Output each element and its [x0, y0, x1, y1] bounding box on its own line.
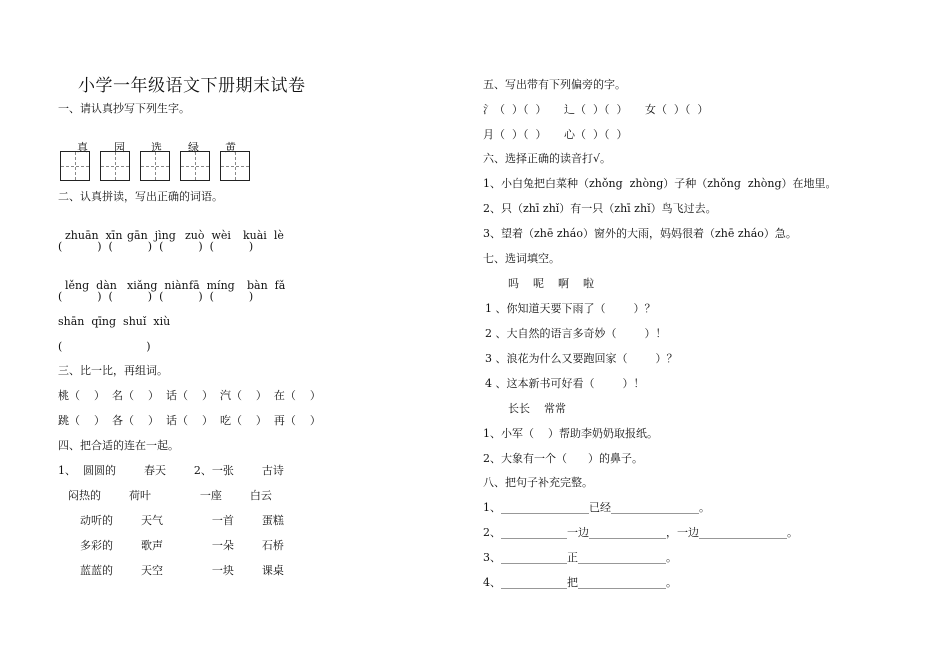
compare-row-1[interactable]: 桃（ ） 名（ ） 话（ ） 汽（ ） 在（ ） — [58, 389, 321, 402]
pinyin-1: zhuān xīn — [65, 229, 123, 242]
fill-q6[interactable]: 2、大象有一个（ ）的鼻子。 — [483, 452, 643, 465]
word-choices-1: 吗 呢 啊 啦 — [508, 277, 594, 290]
pronunciation-q2[interactable]: 2、只（zhī zhǐ）有一只（zhī zhǐ）鸟飞过去。 — [483, 202, 717, 215]
match-row-1: 1、 圆圆的 春天 2、一张 古诗 — [58, 464, 284, 477]
writing-grid-2[interactable] — [100, 151, 130, 181]
fill-q3[interactable]: 3 、浪花为什么又要跑回家（ ）？ — [485, 352, 678, 365]
sentence-q2[interactable]: 2、____________一边______________，一边________________。 — [483, 526, 798, 539]
sentence-q3[interactable]: 3、____________正________________。 — [483, 551, 677, 564]
fill-q2[interactable]: 2 、大自然的语言多奇妙（ ）！ — [485, 327, 667, 340]
section-2-heading: 二、认真拼读，写出正确的词语。 — [58, 190, 223, 203]
answer-blanks-row-3[interactable]: ( ) — [58, 340, 151, 353]
radical-row-2[interactable]: 月（ ）（ ） 心（ ）（ ） — [483, 128, 628, 141]
pinyin-5: lěng dàn — [65, 279, 117, 292]
fill-q5[interactable]: 1、小军（ ）帮助李奶奶取报纸。 — [483, 427, 658, 440]
pinyin-4: kuài lè — [243, 229, 284, 242]
section-8-heading: 八、把句子补充完整。 — [483, 476, 593, 489]
radical-row-1[interactable]: 氵（ ）（ ） 辶（ ）（ ） 女（ ）（ ） — [483, 103, 709, 116]
pinyin-3: zuò wèi — [185, 229, 231, 242]
writing-grid-4[interactable] — [180, 151, 210, 181]
char-2: 园 — [114, 141, 125, 154]
pinyin-row-2 — [58, 265, 285, 293]
writing-grid-5[interactable] — [220, 151, 250, 181]
answer-blanks-row-2[interactable]: ( ) ( ) ( ) ( ) — [58, 290, 254, 303]
section-3-heading: 三、比一比，再组词。 — [58, 364, 168, 377]
match-row-5: 蓝蓝的 天空 一块 课桌 — [80, 564, 284, 577]
writing-grid-1[interactable] — [60, 151, 90, 181]
match-row-2: 闷热的 荷叶 一座 白云 — [68, 489, 272, 502]
sentence-q1[interactable]: 1、________________已经________________。 — [483, 501, 710, 514]
match-row-3: 动听的 天气 一首 蛋糕 — [80, 514, 284, 527]
compare-row-2[interactable]: 跳（ ） 各（ ） 话（ ） 吃（ ） 再（ ） — [58, 414, 321, 427]
sentence-q4[interactable]: 4、____________把________________。 — [483, 576, 677, 589]
pinyin-2: gān jìng — [127, 229, 176, 242]
match-row-4: 多彩的 歌声 一朵 石桥 — [80, 539, 284, 552]
answer-blanks-row-1[interactable]: ( ) ( ) ( ) ( ) — [58, 240, 254, 253]
char-4: 绿 — [188, 141, 199, 154]
pinyin-7: fā míng — [189, 279, 235, 292]
fill-q4[interactable]: 4 、这本新书可好看（ ）！ — [485, 377, 645, 390]
pinyin-8: bàn fǎ — [247, 279, 286, 292]
pinyin-row-3: shān qīng shuǐ xiù — [58, 315, 171, 328]
pronunciation-q3[interactable]: 3、望着（zhē zháo）窗外的大雨，妈妈很着（zhē zháo）急。 — [483, 227, 797, 240]
section-5-heading: 五、写出带有下列偏旁的字。 — [483, 78, 626, 91]
writing-grid-3[interactable] — [140, 151, 170, 181]
pronunciation-q1[interactable]: 1、小白兔把白菜种（zhǒng zhòng）子种（zhǒng zhòng）在地里。 — [483, 177, 837, 190]
fill-q1[interactable]: 1 、你知道天要下雨了（ ）？ — [485, 302, 656, 315]
pinyin-6: xiǎng niàn — [127, 279, 189, 292]
char-1: 真 — [77, 141, 88, 154]
section-4-heading: 四、把合适的连在一起。 — [58, 439, 179, 452]
section-1-heading: 一、请认真抄写下列生字。 — [58, 102, 190, 115]
char-5: 黄 — [225, 141, 236, 154]
section-7-heading: 七、选词填空。 — [483, 252, 560, 265]
pinyin-row-1 — [58, 215, 284, 243]
word-choices-2: 长长 常常 — [508, 402, 566, 415]
section-6-heading: 六、选择正确的读音打√。 — [483, 152, 612, 165]
char-3: 选 — [151, 141, 162, 154]
page-title: 小学一年级语文下册期末试卷 — [78, 76, 306, 96]
